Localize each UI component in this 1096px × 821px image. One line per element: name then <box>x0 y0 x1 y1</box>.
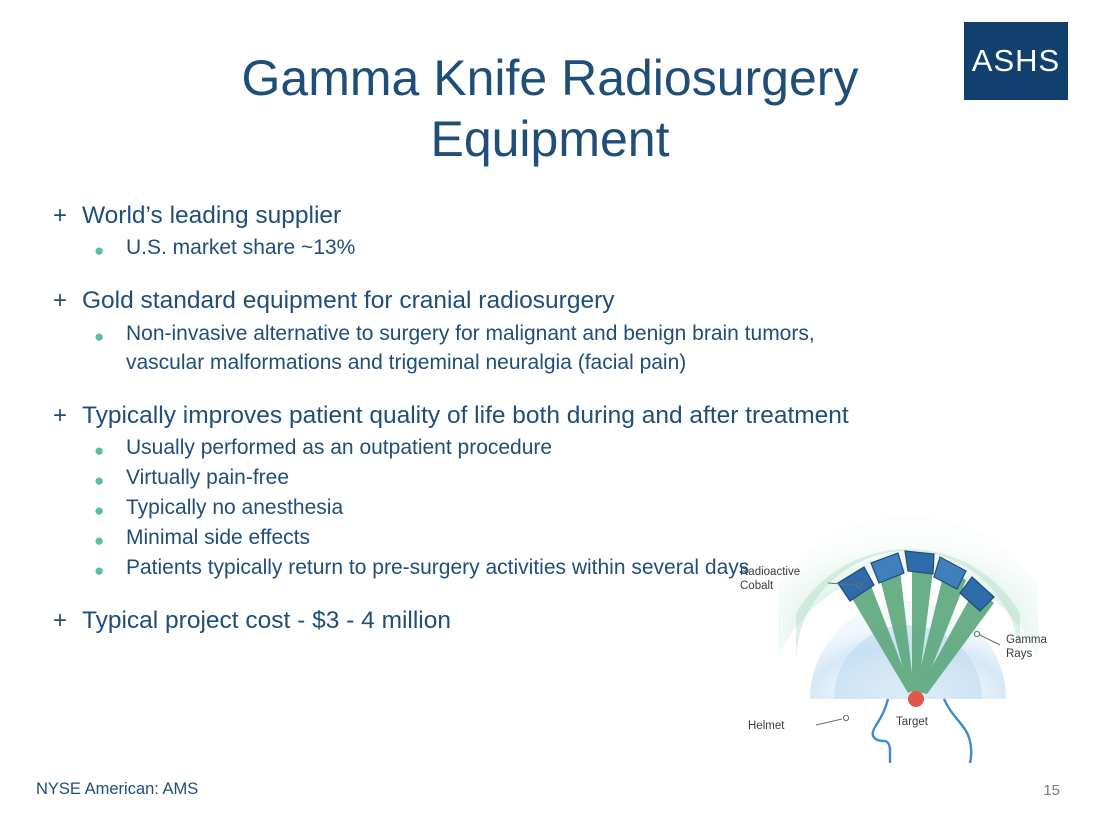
label-radioactive-cobalt-line1: Radioactive <box>740 566 801 578</box>
bullet-group <box>44 285 1044 377</box>
bullet-level2-text: Usually performed as an outpatient procedure <box>126 435 553 459</box>
bullet-level1 <box>44 285 1044 317</box>
bullet-level1-text: Gold standard equipment for cranial radiosurgery <box>82 287 615 315</box>
dot-marker-icon: ● <box>94 470 105 490</box>
bullet-group <box>44 200 1044 263</box>
dot-marker-icon: ● <box>94 440 105 460</box>
bullet-level1 <box>44 400 1044 432</box>
page-number: 15 <box>1043 782 1060 799</box>
footer-ticker: NYSE American: AMS <box>36 780 199 798</box>
dot-marker-icon: ● <box>94 241 105 261</box>
bullet-level2 <box>94 320 1044 378</box>
bullet-level2-text: Virtually pain-free <box>126 465 290 489</box>
gamma-knife-diagram <box>738 463 1078 763</box>
bullet-level1-text: Typical project cost - $3 - 4 million <box>82 606 451 634</box>
bullet-level2-text: Typically no anesthesia <box>126 495 344 519</box>
bullet-level1-text: World’s leading supplier <box>82 202 342 229</box>
label-radioactive-cobalt-line2: Cobalt <box>740 580 774 592</box>
target-dot <box>908 691 924 707</box>
dot-marker-icon: ● <box>94 560 105 580</box>
label-helmet: Helmet <box>748 720 785 732</box>
label-gamma-rays-line1: Gamma <box>1006 634 1047 646</box>
bullet-level2-text: U.S. market share ~13% <box>126 236 356 260</box>
bullet-level2-text: Patients typically return to pre-surgery activities within several days <box>126 555 750 579</box>
dot-marker-icon: ● <box>94 500 105 520</box>
label-gamma-rays-line2: Rays <box>1006 648 1033 660</box>
plus-marker-icon: + <box>53 401 68 429</box>
page-title: Gamma Knife Radiosurgery Equipment <box>241 50 859 167</box>
dot-marker-icon: ● <box>94 530 105 550</box>
logo-text: ASHS <box>971 43 1061 78</box>
plus-marker-icon: + <box>53 287 68 315</box>
plus-marker-icon: + <box>53 606 68 634</box>
dot-marker-icon: ● <box>94 326 105 346</box>
bullet-level2 <box>94 434 1044 463</box>
bullet-level2-text: Non-invasive alternative to surgery for malignant and benign brain tumors, vascular malformations and trigeminal neuralgia (facial pain) <box>126 321 815 374</box>
plus-marker-icon: + <box>53 202 68 229</box>
label-target: Target <box>896 716 928 728</box>
bullet-level1-text: Typically improves patient quality of life both during and after treatment <box>82 401 849 429</box>
bullet-level1 <box>44 200 1044 232</box>
bullet-level2-text: Minimal side effects <box>126 525 311 549</box>
gamma-knife-illustration <box>738 463 1078 763</box>
bullet-level2 <box>94 234 1044 263</box>
